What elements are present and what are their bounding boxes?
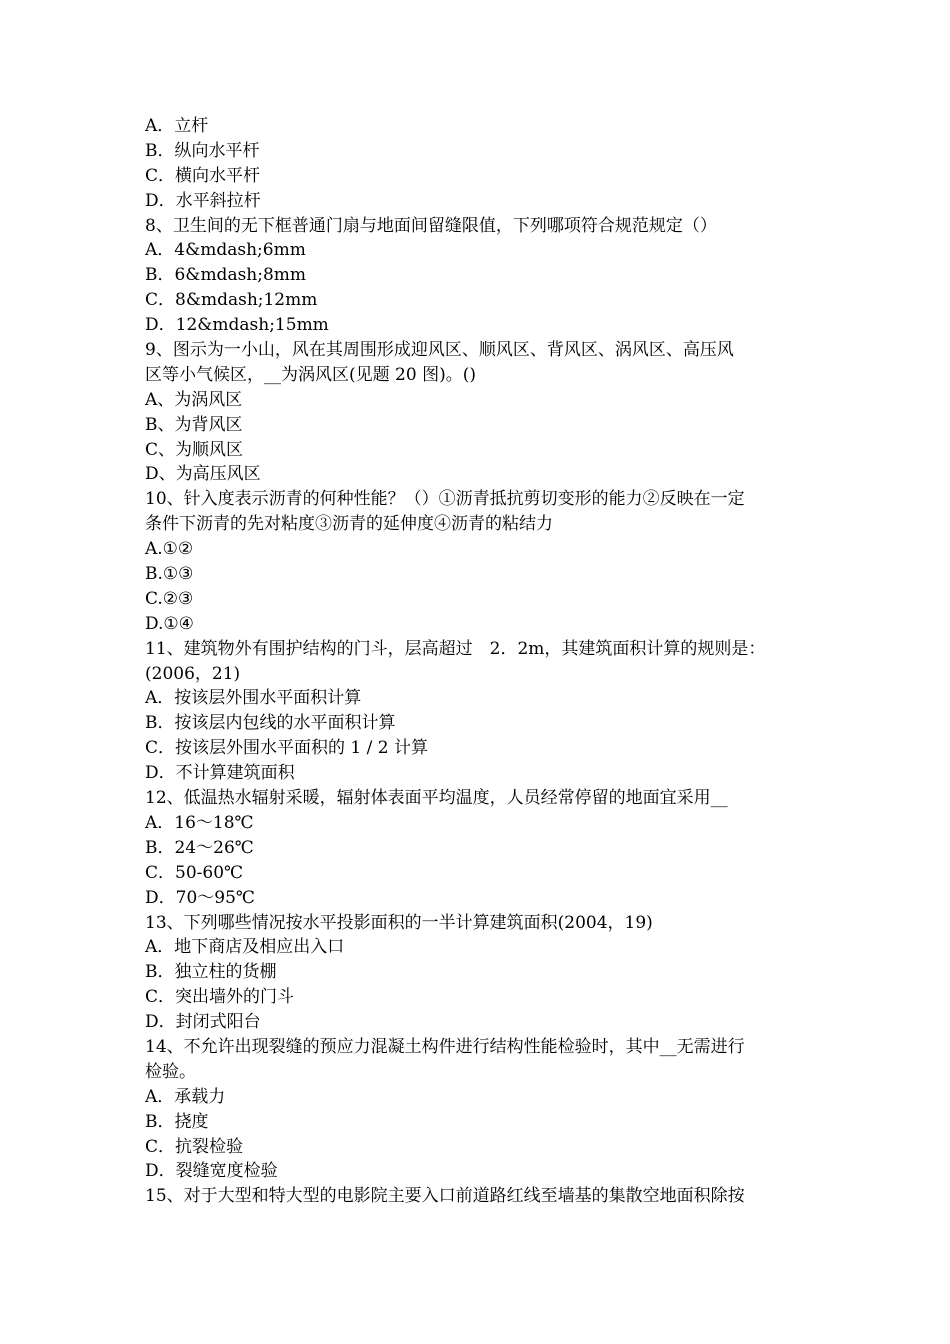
question-9-text-line-2: 区等小气候区，__为涡风区(见题 20 图)。()	[145, 364, 476, 385]
question-13-option-a: A．地下商店及相应出入口	[145, 937, 345, 958]
question-12-text: 12、低温热水辐射采暖，辐射体表面平均温度，人员经常停留的地面宜采用__	[145, 788, 728, 809]
question-14-text-line-2: 检验。	[145, 1061, 196, 1082]
question-9-text-line-1: 9、图示为一小山，风在其周围形成迎风区、顺风区、背风区、涡风区、高压风	[145, 340, 734, 361]
document-page	[145, 114, 815, 1209]
question-11-text-line-1: 11、建筑物外有围护结构的门斗，层高超过 2．2m，其建筑面积计算的规则是：	[145, 638, 766, 659]
question-9-option-a: A、为涡风区	[145, 389, 243, 410]
question-10-text-line-2: 条件下沥青的先对粘度③沥青的延伸度④沥青的粘结力	[145, 514, 553, 535]
question-14-option-d: D．裂缝宽度检验	[145, 1161, 278, 1182]
question-8-option-c: C．8&mdash;12mm	[145, 290, 318, 311]
option-d-line: D．水平斜拉杆	[145, 190, 261, 211]
question-14-option-c: C．抗裂检验	[145, 1136, 244, 1157]
question-13-text: 13、下列哪些情况按水平投影面积的一半计算建筑面积(2004，19)	[145, 912, 653, 933]
question-11-option-b: B．按该层内包线的水平面积计算	[145, 713, 396, 734]
question-14-option-a: A．承载力	[145, 1086, 226, 1107]
question-10-option-b: B.①③	[145, 564, 194, 585]
question-13-option-c: C．突出墙外的门斗	[145, 987, 295, 1008]
question-8-text: 8、卫生间的无下框普通门扇与地面间留缝限值，下列哪项符合规范规定（）	[145, 215, 717, 236]
question-12-option-c: C．50-60℃	[145, 862, 244, 883]
question-13-option-d: D．封闭式阳台	[145, 1012, 261, 1033]
question-14-option-b: B．挠度	[145, 1111, 209, 1132]
question-11-option-c: C．按该层外围水平面积的 1 / 2 计算	[145, 738, 428, 759]
question-12-option-b: B．24～26℃	[145, 837, 254, 858]
question-12-option-a: A．16～18℃	[145, 812, 254, 833]
question-11-option-d: D．不计算建筑面积	[145, 763, 295, 784]
option-c-line: C．横向水平杆	[145, 165, 261, 186]
question-9-option-d: D、为高压风区	[145, 464, 261, 485]
question-8-option-a: A．4&mdash;6mm	[145, 240, 306, 261]
question-10-option-a: A.①②	[145, 539, 194, 560]
question-12-option-d: D．70～95℃	[145, 887, 255, 908]
option-a-line: A．立杆	[145, 116, 209, 136]
question-10-option-d: D.①④	[145, 613, 194, 634]
question-15-text: 15、对于大型和特大型的电影院主要入口前道路红线至墙基的集散空地面积除按	[145, 1186, 745, 1207]
question-10-option-c: C.②③	[145, 588, 194, 609]
question-11-option-a: A．按该层外围水平面积计算	[145, 688, 362, 709]
option-b-line: B．纵向水平杆	[145, 140, 260, 161]
question-8-option-b: B．6&mdash;8mm	[145, 265, 307, 286]
question-9-option-b: B、为背风区	[145, 414, 243, 435]
question-8-option-d: D．12&mdash;15mm	[145, 315, 329, 336]
question-9-option-c: C、为顺风区	[145, 439, 244, 460]
question-13-option-b: B．独立柱的货棚	[145, 962, 277, 983]
question-14-text-line-1: 14、不允许出现裂缝的预应力混凝土构件进行结构性能检验时，其中__无需进行	[145, 1036, 745, 1057]
question-10-text-line-1: 10、针入度表示沥青的何种性能？（）①沥青抵抗剪切变形的能力②反映在一定	[145, 489, 745, 510]
question-11-text-line-2: (2006，21)	[145, 663, 241, 684]
